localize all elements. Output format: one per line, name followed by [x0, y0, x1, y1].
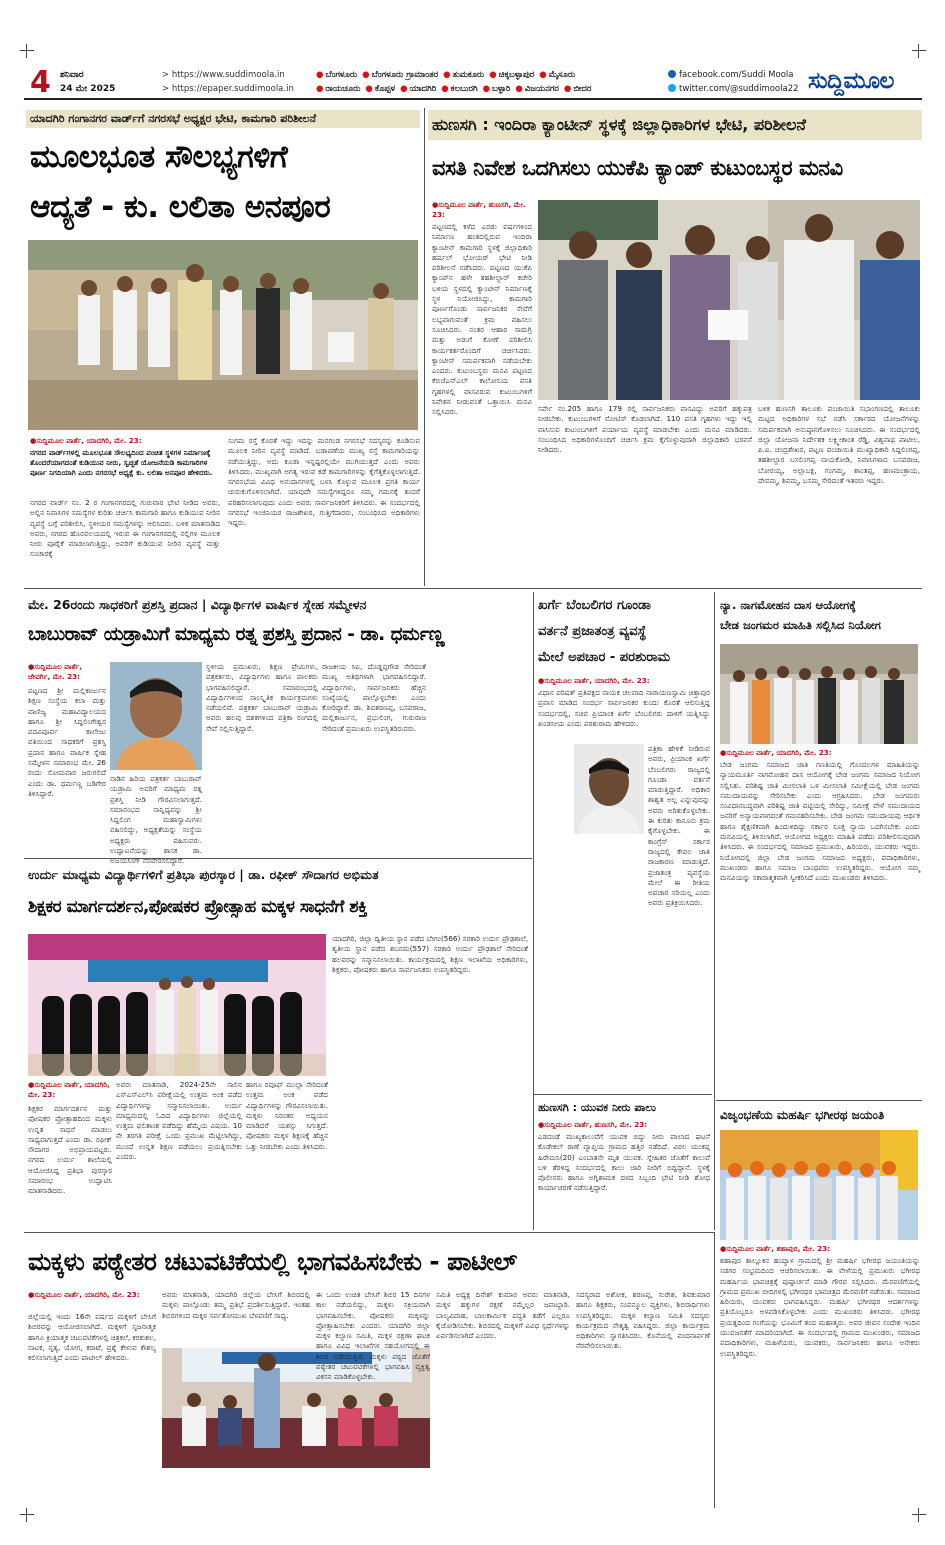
story2-headline: ವಸತಿ ನಿವೇಶ ಒದಗಿಸಲು ಯುಕೆಪಿ ಕ್ಯಾಂಪ್ ಕುಟುಂಬಸ್ಥರ ಮನವಿ — [432, 156, 843, 180]
crop-mark-top-left — [20, 44, 34, 58]
story1-lead: ನಗರದ ವಾರ್ಡ್‌ಗಳಲ್ಲಿ ಮೂಲಭೂತ ಸೌಲಭ್ಯದಿಂದ ವಂಚಿತ ಸ್ಥಳಗಳ ನಿರ್ಮಾಣಕ್ಕೆ ತೊಂದರೆಯಾಗದಂತೆ ಕುಡಿಯುವ ನೀರು, ಸ್ವಚ್ಛತೆ ಯೋಜನೆಯಡಿ ಕಾಮಗಾರಿಗಳ ಪೂರ್ಣ ನಿಗದಿಯಾಗಿ ಎಂದು ನಗರಸಭೆ ಅಧ್ಯಕ್ಷೆ ಕು. ಲಲಿತಾ ಅನಪೂರ ಹೇಳಿದರು. — [30, 448, 213, 477]
story2-kicker: ಹುಣಸಗಿ : ಇಂದಿರಾ ಕ್ಯಾಂಟೀನ್ ಸ್ಥಳಕ್ಕೆ ಜಿಲ್ಲಾಧಿಕಾರಿಗಳ ಭೇಟಿ, ಪರಿಶೀಲನೆ — [432, 115, 806, 134]
story1-body-col2: ಸುಗಮ ರಸ್ತೆ ಕೊರತೆ ಇದ್ದು ಇದನ್ನು ಮನಗಂಡ ನಗರಸಭೆ ಸದಸ್ಯರನ್ನು ಕೂಡಿಸುವ ಮೂಲಕ ನೀರಿನ ವ್ಯವಸ್ಥೆ ಮಾಡಿದೆ. ಬಡಾವಣೆಯ ಮುಖ್ಯ ರಸ್ತೆ ಕಾಮಗಾರಿಯನ್ನು ನಡೆಯುತ್ತಿದ್ದು, ಅದು ಕೂಡಾ ಇನ್ನಷ್ಟರಲ್ಲಿಯೇ ಮುಗಿಯುತ್ತದೆ ಎಂದು ಅವರು ತಿಳಿಸಿದರು. ಮುಖ್ಯವಾಗಿ ಅಗತ್ಯ ಇರುವ ಕಡೆ ಕಾಮಗಾರಿಗಳನ್ನು ಕೈಗೆತ್ತಿಕೊಳ್ಳಲಾಗುತ್ತಿದೆ. ನಗರಸಭೆಯ ವಿವಿಧ ಅನುದಾನಗಳಲ್ಲಿ ಬಳಸಿ ಕೊಳ್ಳುವ ಮೂಲಕ ಪ್ರಗತಿ ಕಾರ್ಯ ಚುರುಕುಗೊಳಿಸಲಾಗಿದೆ. ಯಾವುದೇ ಸಮಸ್ಯೆಗಳಿದ್ದರೂ ನಮ್ಮ ಗಮನಕ್ಕೆ ತಂದರೆ ಪರಿಹರಿಸಲಾಗುವುದು ಎಂದು ಅವರು ಸಾರ್ವಜನಿಕರಿಗೆ ತಿಳಿಸಿದರು. ಈ ಸಂದರ್ಭದಲ್ಲಿ ನಗರಸಭೆ ಇಂಜಿನಿಯರ ರಾಜಶೇಖರ, ಗುತ್ತಿಗೆದಾರರು, ಸಂಬಂಧಿಸಿದ ಅಧಿಕಾರಿಗಳು ಇದ್ದರು. — [228, 436, 420, 528]
story9-body-col4: ಸಮಿತಿ ಅಧ್ಯಕ್ಷ ದಿನೇಶ್ ಕುಮಾರ ಅವರು ಮಾತನಾಡಿ, ಮಕ್ಕಳ ಹಕ್ಕುಗಳ ರಕ್ಷಣೆ ನಮ್ಮೆಲ್ಲರ ಜವಾಬ್ದಾರಿ. ಬಾಲ್ಯವಿವಾಹ, ಬಾಲಕಾರ್ಮಿಕ ಪದ್ಧತಿ ತಡೆಗೆ ಎಲ್ಲರೂ ಕೈಜೋಡಿಸಬೇಕು. ಶಿಬಿರದಲ್ಲಿ ಮಕ್ಕಳಿಗೆ ವಿವಿಧ ಸ್ಪರ್ಧೆಗಳನ್ನು ಏರ್ಪಡಿಸಲಾಗಿದೆ ಎಂದರು. — [436, 1290, 570, 1341]
crop-mark-top-right — [912, 44, 926, 58]
story6-kicker: ಉರ್ದು ಮಾಧ್ಯಮ ವಿದ್ಯಾರ್ಥಿಗಳಿಗೆ ಪ್ರತಿಭಾ ಪುರಸ್ಕಾರ | ಡಾ. ರಫೀಕ್ ಸೌದಾಗರ ಅಭಿಮತ — [28, 867, 379, 882]
divider — [424, 108, 425, 586]
story5-photo — [720, 644, 918, 744]
facebook-icon — [668, 70, 676, 78]
story2-photo — [538, 200, 920, 400]
website-link[interactable]: > https://www.suddimoola.in — [162, 70, 285, 80]
story9-headline: ಮಕ್ಕಳು ಪಠ್ಯೇತರ ಚಟುವಟಿಕೆಯಲ್ಲಿ ಭಾಗವಹಿಸಬೇಕು - ಪಾಟೀಲ್ — [28, 1247, 517, 1276]
divider — [24, 588, 922, 589]
city-line-1: ● ಬೆಂಗಳೂರು ● ಬೆಂಗಳೂರು ಗ್ರಾಮಾಂತರ ● ತುಮಕೂರು ● ಚಿಕ್ಕಬಳ್ಳಾಪುರ ● ಮೈಸೂರು — [316, 70, 576, 80]
city-editions — [314, 68, 591, 96]
crop-mark-bottom-left — [20, 1508, 34, 1522]
divider — [716, 1100, 922, 1101]
story3-body-col1: ಪಟ್ಟಣದ ಶ್ರೀ ಮಲ್ಲಿಕಾರ್ಜುನ ಶಿಕ್ಷಣ ಸಂಸ್ಥೆಯ ಕಲಾ ಮತ್ತು ವಾಣಿಜ್ಯ ಮಹಾವಿದ್ಯಾಲಯದ ಹಾಗೂ ಶ್ರೀ ಸಿದ್ದಲಿಂಗೇಶ್ವರ ಪದವಿಪೂರ್ವ ಕಾಲೇಜು ವತಿಯಿಂದ ಸಾಧಕರಿಗೆ ಪ್ರಶಸ್ತಿ ಪ್ರದಾನ ಹಾಗೂ ವಾರ್ಷಿಕ ಸ್ನೇಹ ಸಮ್ಮೇಳನ ಸಮಾರಂಭ ಮೇ. 26 ರಂದು ಸೋಮವಾರ ಜರುಗಲಿದೆ ಎಂದು ಡಾ. ಧರ್ಮಣ್ಣ ಬಡಿಗೇರ ತಿಳಿಸಿದ್ದಾರೆ. — [28, 686, 106, 798]
story1-body-col1: ನಗರದ ವಾರ್ಡ್ ನಂ. 2 ರ ಗಂಗಾನಗರದಲ್ಲಿ ಗುರುವಾರ ಭೇಟಿ ನೀಡಿದ ಅವರು, ಅಲ್ಲಿನ ನಿವಾಸಿಗಳ ಸಮಸ್ಯೆಗಳ ಕುರಿತು ಚರ್ಚಿಸಿ ಕಾಮಗಾರಿ ಹಾಗೂ ಕುಡಿಯುವ ನೀರಿನ ವ್ಯವಸ್ಥೆ ಬಗ್ಗೆ ಪರಿಶೀಲಿಸಿ, ಸ್ಥಳೀಯರ ಸಮಸ್ಯೆಗಳನ್ನು ಆಲಿಸಿದರು. ಬಳಿಕ ಮಾತನಾಡಿದ ಅವರು, ನಗರದ ಹೊರವಲಯದಲ್ಲಿ ಇರುವ ಈ ಗಂಗಾನಗರದಲ್ಲಿ ನಲ್ಲಿಗಳ ಮೂಲಕ ನೀರು ಪೂರೈಕೆ ಮಾಡಲಾಗುತ್ತಿದ್ದು, ಅವರಿಗೆ ಕುಡಿಯುವ ನೀರಿನ ವ್ಯವಸ್ಥೆ ಮತ್ತು ಸಂಚಾರಕ್ಕೆ — [30, 498, 220, 559]
story6-dateline: ●ಸುದ್ದಿಮೂಲ ವಾರ್ತೆ, ಯಾದಗಿರಿ, ಮೇ. 23: — [28, 1080, 110, 1099]
story5-body: ಬೇಡ ಜಂಗಮ ಸಮಾಜದ ಜಾತಿ ಗಣತಿಯಲ್ಲಿ ಗೊಂದಲಗಳ ಮಾಹಿತಿಯನ್ನು ನ್ಯಾಯಮೂರ್ತಿ ನಾಗಮೋಹನ ದಾಸ ಆಯೋಗಕ್ಕೆ ಬೇಡ ಜಂಗಮ ಸಮಾಜದ ನಿಯೋಗ ಸಲ್ಲಿಸಿತು. ಪರಿಶಿಷ್ಟ ಜಾತಿ ಮೀಸಲಾತಿ ಒಳ ಮೀಸಲಾತಿ ಸಮೀಕ್ಷೆಯಲ್ಲಿ ಬೇಡ ಜಂಗಮ ಸಮುದಾಯವನ್ನು ಸೇರಿಸಬೇಕು ಎಂದು ಆಗ್ರಹಿಸಿದರು. ಬೇಡ ಜಂಗಮರು ಸಂವಿಧಾನಬದ್ಧವಾಗಿ ಪರಿಶಿಷ್ಟ ಜಾತಿ ಪಟ್ಟಿಯಲ್ಲಿ ಸೇರಿದ್ದು, ಸಮೀಕ್ಷೆ ವೇಳೆ ಸಮುದಾಯದ ಜನರಿಗೆ ಅನ್ಯಾಯವಾಗದಂತೆ ಗಮನಹರಿಸಬೇಕು. ಬೇಡ ಜಂಗಮ ಸಮುದಾಯವು ಆರ್ಥಿಕ ಹಾಗೂ ಶೈಕ್ಷಣಿಕವಾಗಿ ಹಿಂದುಳಿದಿದ್ದು ಸರ್ಕಾರ ಸೂಕ್ತ ನ್ಯಾಯ ಒದಗಿಸಬೇಕು ಎಂದು ಮನವಿಯಲ್ಲಿ ತಿಳಿಸಲಾಗಿದೆ. ಆಯೋಗದ ಅಧ್ಯಕ್ಷರು ಮಾಹಿತಿ ಪಡೆದು ಪರಿಶೀಲಿಸುವುದಾಗಿ ತಿಳಿಸಿದರು. ಈ ಸಂದರ್ಭದಲ್ಲಿ ಸಮಾಜದ ಪ್ರಮುಖರು, ಹಿರಿಯರು, ಯುವಕರು ಇದ್ದರು. ನಿಯೋಗದಲ್ಲಿ ಜಿಲ್ಲಾ ಬೇಡ ಜಂಗಮ ಸಮಾಜದ ಅಧ್ಯಕ್ಷರು, ಪದಾಧಿಕಾರಿಗಳು, ಮುಖಂಡರು ಹಾಗೂ ಸಮಾಜ ಬಾಂಧವರು ಉಪಸ್ಥಿತರಿದ್ದರು. ಆಯೋಗ ನಮ್ಮ ಮನವಿಯನ್ನು ಸಕಾರಾತ್ಮಕವಾಗಿ ಸ್ವೀಕರಿಸಿದೆ ಎಂದು ಮುಖಂಡರು ತಿಳಿಸಿದರು. — [720, 760, 920, 883]
story9-dateline: ●ಸುದ್ದಿಮೂಲ ವಾರ್ತೆ, ಯಾದಗಿರಿ, ಮೇ. 23: — [28, 1290, 140, 1299]
story1-headline-1: ಮೂಲಭೂತ ಸೌಲಭ್ಯಗಳಿಗೆ — [30, 139, 288, 175]
crop-mark-bottom-right — [912, 1508, 926, 1522]
story3-kicker: ಮೇ. 26ರಂದು ಸಾಧಕರಿಗೆ ಪ್ರಶಸ್ತಿ ಪ್ರದಾನ | ವಿದ್ಯಾರ್ಥಿಗಳ ವಾರ್ಷಿಕ ಸ್ನೇಹ ಸಮ್ಮೇಳನ — [28, 597, 367, 612]
story4-headline-2: ವರ್ತನೆ ಪ್ರಜಾತಂತ್ರ ವ್ಯವಸ್ಥೆ — [538, 624, 647, 639]
divider — [24, 858, 532, 859]
story8-photo — [720, 1130, 918, 1240]
story9-body-col2: ಅವರು ಮಾತನಾಡಿ, ಯಾದಗಿರಿ ಜಿಲ್ಲೆಯ ಬೇಸಿಗೆ ಶಿಬಿರದಲ್ಲಿ ಮಕ್ಕಳು ಪಾಲ್ಗೊಂಡು ತಮ್ಮ ಪ್ರತಿಭೆ ಪ್ರದರ್ಶಿಸುತ್ತಿದ್ದಾರೆ. ಇಂತಹ ಶಿಬಿರಗಳಿಂದ ಮಕ್ಕಳ ಸರ್ವತೋಮುಖ ಬೆಳವಣಿಗೆ ಸಾಧ್ಯ. — [162, 1290, 310, 1320]
masthead-logo: ಸುದ್ದಿಮೂಲ — [808, 68, 894, 94]
story4-dateline: ●ಸುದ್ದಿಮೂಲ ವಾರ್ತೆ, ಯಾದಗಿರಿ, ಮೇ. 23: — [538, 676, 650, 685]
facebook-link[interactable]: facebook.com/Suddi Moola — [668, 68, 799, 82]
date-label: 24 ಮೇ 2025 — [60, 84, 116, 94]
story1-kicker: ಯಾದಗಿರಿ ಗಂಗಾನಗರ ವಾರ್ಡ್‌ಗೆ ನಗರಸಭೆ ಅಧ್ಯಕ್ಷರ ಭೇಟಿ, ಕಾಮಗಾರಿ ಪರಿಶೀಲನೆ — [30, 112, 317, 125]
story7-dateline: ●ಸುದ್ದಿಮೂಲ ವಾರ್ತೆ, ಹುಣಸಗಿ, ಮೇ. 23: — [538, 1120, 648, 1129]
story6-headline: ಶಿಕ್ಷಕರ ಮಾರ್ಗದರ್ಶನ,ಪೋಷಕರ ಪ್ರೋತ್ಸಾಹ ಮಕ್ಕಳ ಸಾಧನೆಗೆ ಶಕ್ತಿ — [28, 897, 367, 917]
story6-body-col3: ಹಾಗೂ ರವೂಫ್ ಮುಲ್ಲಾ ಸೇರಿದಂತೆ ಉತ್ತಮ ಅಂಕ ಪಡೆದ ವಿದ್ಯಾರ್ಥಿಗಳನ್ನು ಗೌರವಿಸಲಾಯಿತು. ಮಕ್ಕಳು ನಿರಂತರ ಅಧ್ಯಯನ ಮಾಡಿದರೆ ಯಶಸ್ಸು ಸಿಗುತ್ತದೆ. ಪೋಷಕರು ಮಕ್ಕಳ ಶಿಕ್ಷಣಕ್ಕೆ ಹೆಚ್ಚಿನ ಒತ್ತು ನೀಡಬೇಕು ಎಂದು ತಿಳಿಸಿದರು. — [246, 1080, 328, 1151]
story9-body-col3: ಈ ಒಂದು ಉಚಿತ ಬೇಸಿಗೆ ಶಿಬಿರ 15 ದಿನಗಳ ಕಾಲ ನಡೆಯಲಿದ್ದು, ಮಕ್ಕಳು ಸಕ್ರಿಯವಾಗಿ ಭಾಗವಹಿಸಬೇಕು. ಪೋಷಕರು ಮಕ್ಕಳನ್ನು ಪ್ರೋತ್ಸಾಹಿಸಬೇಕು ಎಂದರು. ಯಾದಗಿರಿ ಜಿಲ್ಲಾ ಮಕ್ಕಳ ಕಲ್ಯಾಣ ಸಮಿತಿ, ಮಕ್ಕಳ ರಕ್ಷಣಾ ಘಟಕ ಹಾಗೂ ವಿವಿಧ ಇಲಾಖೆಗಳ ಸಹಯೋಗದಲ್ಲಿ ಈ ಶಿಬಿರ ನಡೆಯುತ್ತಿದೆ. ಮಕ್ಕಳು ಪಠ್ಯದ ಜೊತೆಗೆ ಪಠ್ಯೇತರ ಚಟುವಟಿಕೆಗಳಲ್ಲಿ ಭಾಗವಹಿಸಿ ವ್ಯಕ್ತಿತ್ವ ವಿಕಸನ ಮಾಡಿಕೊಳ್ಳಬೇಕು. — [316, 1290, 430, 1382]
story9-body-col5: ಸದಸ್ಯರಾದ ಅಶೋಕ, ಶರಣಪ್ಪ, ಸುರೇಶ, ಶಿವಕುಮಾರ ಹಾಗೂ ಶಿಕ್ಷಕರು, ಸಂಪನ್ಮೂಲ ವ್ಯಕ್ತಿಗಳು, ಶಿಬಿರಾರ್ಥಿಗಳು ಉಪಸ್ಥಿತರಿದ್ದರು. ಮಕ್ಕಳ ಕಲ್ಯಾಣ ಸಮಿತಿ ಸದಸ್ಯರು ಕಾರ್ಯಕ್ರಮದ ನೇತೃತ್ವ ವಹಿಸಿದ್ದರು. ಜಿಲ್ಲಾ ಕಾರ್ಯಕ್ರಮ ಅಧಿಕಾರಿಗಳು ಸ್ವಾಗತಿಸಿದರು. ಕೊನೆಯಲ್ಲಿ ವಂದನಾರ್ಪಣೆ ನೆರವೇರಿಸಲಾಯಿತು. — [576, 1290, 710, 1351]
twitter-link[interactable]: twitter.com/@suddimoola22 — [668, 82, 799, 96]
story5-headline: ಬೇಡ ಜಂಗಮರ ಮಾಹಿತಿ ಸಲ್ಲಿಸಿದ ನಿಯೋಗ — [720, 618, 881, 632]
story3-portrait — [110, 662, 202, 770]
story4-headline-3: ಮೇಲೆ ಅಪಚಾರ - ಪರಶುರಾಮ — [538, 650, 671, 665]
story6-body-col1: ಶಿಕ್ಷಕರ ಮಾರ್ಗದರ್ಶನ ಮತ್ತು ಪೋಷಕರ ಪ್ರೋತ್ಸಾಹದಿಂದ ಮಕ್ಕಳು ಉನ್ನತ ಸಾಧನೆ ಮಾಡಲು ಸಾಧ್ಯವಾಗುತ್ತದೆ ಎಂದು ಡಾ. ರಫೀಕ್ ಸೌದಾಗರ ಅಭಿಪ್ರಾಯಪಟ್ಟರು. ನಗರದ ಉರ್ದು ಶಾಲೆಯಲ್ಲಿ ಆಯೋಜಿಸಿದ್ದ ಪ್ರತಿಭಾ ಪುರಸ್ಕಾರ ಸಮಾರಂಭ ಉದ್ಘಾಟಿಸಿ ಮಾತನಾಡಿದರು. — [28, 1104, 112, 1196]
story9-body-col1: ಜಿಲ್ಲೆಯಲ್ಲಿ ಇಂದು 16ನೇ ವರ್ಷದ ಮಕ್ಕಳಿಗೆ ಬೇಸಿಗೆ ಶಿಬಿರವನ್ನು ಆಯೋಜಿಸಲಾಗಿದೆ. ಮಕ್ಕಳಿಗೆ ಸೃಜನಾತ್ಮಕ ಹಾಗೂ ಕ್ರಿಯಾತ್ಮಕ ಚಟುವಟಿಕೆಗಳಲ್ಲಿ ಚಿತ್ರಕಲೆ, ಕರಕುಶಲ, ನಾಟಕ, ನೃತ್ಯ, ಯೋಗ, ಕರಾಟೆ, ಪ್ರಶ್ನೆ ಕೇಳುವ ಕೌಶಲ್ಯ ಕಲಿಸಲಾಗುತ್ತಿದೆ ಎಂದು ಪಾಟೀಲ್ ಹೇಳಿದರು. — [28, 1312, 156, 1363]
divider — [534, 1094, 712, 1095]
city-line-2: ● ರಾಯಚೂರು ● ಕೊಪ್ಪಳ ● ಯಾದಗಿರಿ ● ಕಲಬುರಗಿ ● ಬಳ್ಳಾರಿ ● ವಿಜಯನಗರ ● ಬೀದರ — [316, 84, 592, 94]
divider — [714, 1232, 715, 1508]
story2-body-col2: ಸರ್ವೇ ನಂ.205 ಹಾಗೂ 179 ರಲ್ಲಿ ಸಾರ್ವಜನಿಕರು ವಾಸವಿದ್ದು ಅವರಿಗೆ ಹಕ್ಕುಪತ್ರ ನೀಡಬೇಕು. ಕುಟುಂಬಗಳಿಗೆ ನೋಟಿಸ್ ಕೊಡಲಾಗಿದೆ. 110 ವಸತಿ ಗೃಹಗಳು ಇದ್ದು ಇಲ್ಲಿ ವಾಸಿಸುವ ಕುಟುಂಬಗಳಿಗೆ ಪರ್ಯಾಯ ವ್ಯವಸ್ಥೆ ಮಾಡಬೇಕು ಎಂದು ಮನವಿ ಮಾಡಿದರು. ಸಂಬಂಧಿಸಿದ ಅಧಿಕಾರಿಗಳೊಂದಿಗೆ ಚರ್ಚಿಸಿ ಕ್ರಮ ಕೈಗೊಳ್ಳುವುದಾಗಿ ಜಿಲ್ಲಾಧಿಕಾರಿ ಭರವಸೆ ನೀಡಿದರು. — [538, 404, 752, 455]
story3-dateline: ●ಸುದ್ದಿಮೂಲ ವಾರ್ತೆ, ಜೇವರ್ಗಿ, ಮೇ. 23: — [28, 662, 82, 681]
divider — [714, 592, 715, 1230]
story8-body: ಶಹಾಪುರ ತಾಲ್ಲೂಕಿನ ಹಯ್ಯಾಳ ಗ್ರಾಮದಲ್ಲಿ ಶ್ರೀ ಮಹರ್ಷಿ ಭಗೀರಥ ಜಯಂತಿಯನ್ನು ಸಡಗರ ಸಂಭ್ರಮದಿಂದ ಆಚರಿಸಲಾಯಿತು. ಈ ವೇಳೆಯಲ್ಲಿ ಪ್ರಮುಖರು ಭಗೀರಥ ಮಹರ್ಷಿಯ ಭಾವಚಿತ್ರಕ್ಕೆ ಪುಷ್ಪಾರ್ಚನೆ ಮಾಡಿ ಗೌರವ ಸಲ್ಲಿಸಿದರು. ಮೆರವಣಿಗೆಯಲ್ಲಿ ಗ್ರಾಮದ ಪ್ರಮುಖ ಬೀದಿಗಳಲ್ಲಿ ಭಗೀರಥರ ಭಾವಚಿತ್ರದ ಮೆರವಣಿಗೆ ನಡೆಯಿತು. ಸಮಾಜದ ಹಿರಿಯರು, ಯುವಕರು ಭಾಗವಹಿಸಿದ್ದರು. ಮಹರ್ಷಿ ಭಗೀರಥರ ಆದರ್ಶಗಳನ್ನು ಪ್ರತಿಯೊಬ್ಬರೂ ಅಳವಡಿಸಿಕೊಳ್ಳಬೇಕು ಎಂದು ಮುಖಂಡರು ತಿಳಿಸಿದರು. ಭಗೀರಥ ಪ್ರಯತ್ನದಿಂದ ಗಂಗೆಯನ್ನು ಭೂಮಿಗೆ ತಂದ ಮಹಾತ್ಮರು. ಅವರ ಜೀವನ ಸಂದೇಶ ಇಂದಿನ ಯುವಜನತೆಗೆ ಮಾದರಿಯಾಗಿದೆ. ಈ ಸಂದರ್ಭದಲ್ಲಿ ಗ್ರಾಮದ ಮುಖಂಡರು, ಸಮಾಜದ ಪದಾಧಿಕಾರಿಗಳು, ಮಹಿಳೆಯರು, ಯುವಕರು, ಸಾರ್ವಜನಿಕರು ಹಾಗೂ ಅನೇಕರು ಉಪಸ್ಥಿತರಿದ್ದರು. — [720, 1256, 920, 1358]
website-links — [162, 68, 294, 96]
twitter-icon — [668, 84, 676, 92]
story6-body-col4: ಯಾದಗಿರಿ, ಜಿಲ್ಲಾ ದ್ವಿತೀಯ ಸ್ಥಾನ ಪಡೆದ ಬೇಗಂ(566) ಸರಕಾರಿ ಉರ್ದು ಪ್ರೌಢಶಾಲೆ, ತೃತೀಯ ಸ್ಥಾನ ಪಡೆದ ಶಬನಮ(557) ಸರಕಾರಿ ಉರ್ದು ಪ್ರೌಢಶಾಲೆ ಸೇರಿದಂತೆ ಹಲವರನ್ನು ಸನ್ಮಾನಿಸಲಾಯಿತು. ಕಾರ್ಯಕ್ರಮದಲ್ಲಿ ಶಿಕ್ಷಣ ಇಲಾಖೆಯ ಅಧಿಕಾರಿಗಳು, ಶಿಕ್ಷಕರು, ಪೋಷಕರು ಹಾಗೂ ಸಾರ್ವಜನಿಕರು ಉಪಸ್ಥಿತರಿದ್ದರು. — [332, 934, 528, 974]
story5-dateline: ●ಸುದ್ದಿಮೂಲ ವಾರ್ತೆ, ಯಾದಗಿರಿ, ಮೇ. 23: — [720, 748, 832, 757]
page-header — [24, 66, 922, 100]
social-links — [668, 68, 799, 96]
story5-kicker: ನ್ಯಾ. ನಾಗಮೋಹನ ದಾಸ ಆಯೋಗಕ್ಕೆ — [720, 598, 856, 612]
epaper-link[interactable]: > https://epaper.suddimoola.in — [162, 84, 294, 94]
story7-body: ಎಡದಂಡೆ ಮುಖ್ಯಕಾಲುವೆಗೆ ಯುವಕ ಬಿದ್ದು ನೀರು ಪಾಲಾದ ಘಟನೆ ಕೊಡೇಕಲ್ ಠಾಣೆ ವ್ಯಾಪ್ತಿಯ ಗ್ರಾಮದ ಹತ್ತಿರ ನಡೆದಿದೆ. ವಿಠಲ ಯಂಕಪ್ಪ ಹಿರೇಮನಿ(20) ಎಂಬಾತನೇ ಮೃತ ಯುವಕ. ಸ್ನೇಹಿತರ ಜೊತೆಗೆ ಕಾಲುವೆ ಬಳಿ ತೆರಳಿದ್ದ ಸಂದರ್ಭದಲ್ಲಿ ಕಾಲು ಜಾರಿ ನೀರಿಗೆ ಬಿದ್ದಿದ್ದಾನೆ. ಸ್ಥಳಕ್ಕೆ ಪೊಲೀಸರು ಹಾಗೂ ಅಗ್ನಿಶಾಮಕ ದಳದ ಸಿಬ್ಬಂದಿ ಭೇಟಿ ನೀಡಿ ಶೋಧ ಕಾರ್ಯಾಚರಣೆ ನಡೆಸುತ್ತಿದ್ದಾರೆ. — [538, 1132, 710, 1193]
story7-kicker: ಹುಣಸಗಿ : ಯುವಕ ನೀರು ಪಾಲು — [538, 1101, 656, 1114]
day-label: ಶನಿವಾರ — [60, 70, 84, 80]
divider — [533, 592, 534, 1230]
story2-dateline: ●ಸುದ್ದಿಮೂಲ ವಾರ್ತೆ, ಹುಣಸಗಿ, ಮೇ. 23: — [432, 200, 526, 219]
story2-body-col3: ಬಳಿಕ ಹುಣಸಗಿ ತಾಲೂಕು ಪಂಚಾಯಿತಿ ಸಭಾಂಗಣದಲ್ಲಿ ತಾಲೂಕು ಮಟ್ಟದ ಅಧಿಕಾರಿಗಳ ಸಭೆ ನಡೆಸಿ ಸರ್ಕಾರದ ಯೋಜನೆಗಳನ್ನು ಸಮರ್ಪಕವಾಗಿ ಅನುಷ್ಠಾನಗೊಳಿಸಲು ಸೂಚಿಸಿದರು. ಈ ಸಂದರ್ಭದಲ್ಲಿ ಜಿಲ್ಲಾ ಯೋಜನಾ ನಿರ್ದೇಶಕ ಲಕ್ಷ್ಮೀಕಾಂತ ರೆಡ್ಡಿ, ವಿಶ್ವನಾಥ ಪಾಟೀಲ, ಪಿ.ಐ. ಚಂದ್ರಶೇಖರ, ಪಟ್ಟಣ ಪಂಚಾಯಿತಿ ಮುಖ್ಯಾಧಿಕಾರಿ ಸಿದ್ದಲಿಂಗಪ್ಪ, ತಹಶೀಲ್ದಾರ ಬಸಲಿಂಗಪ್ಪ ನಾಯಕೋಡಿ, ನಿವಾಸಿಗಳಾದ ಬಸವರಾಜ, ಬೋರಯ್ಯ, ಅಲ್ಲಾಬಕ್ಷ, ಗಂಗಮ್ಮ, ಶಾಂತಪ್ಪ, ಹಣಮಂತ್ರಾಯ, ದೇವಮ್ಮ, ಶಿವಮ್ಮ, ಬಸಮ್ಮ ಸೇರಿದಂತೆ ಇತರರು ಇದ್ದರು. — [758, 404, 920, 486]
story4-body-col1: ವಿಧಾನ ಪರಿಷತ್ ಪ್ರತಿಪಕ್ಷದ ನಾಯಕ ಚಲವಾದಿ ನಾರಾಯಣಸ್ವಾಮಿ ಚಿತ್ತಾಪುರ ಪ್ರವಾಸ ಮಾಡಿದ ಸಂದರ್ಭ ಸಾರ್ವಜನಿಕರ ಕುಂದು ಕೊರತೆ ಆಲಿಸುತ್ತಿದ್ದ ಸಂದರ್ಭದಲ್ಲಿ, ಸಚಿವ ಪ್ರಿಯಾಂಕ ಖರ್ಗೆ ಬೆಂಬಲಿಗರು ದಾಳಿಗೆ ಯತ್ನಿಸಿದ್ದು ಖಂಡನೀಯ ಎಂದು ಪರಶುರಾಮ ಹೇಳಿದರು. — [538, 688, 710, 728]
story3-body-col3: ಸ್ಥಳೀಯ ಪ್ರಮುಖರು, ಶಿಕ್ಷಣ ಪ್ರೇಮಿಗಳು, ಪತ್ರಕರ್ತರು, ವಿದ್ಯಾರ್ಥಿಗಳು ಹಾಗೂ ಪಾಲಕರು ಭಾಗವಹಿಸಲಿದ್ದಾರೆ. ಸಮಾರಂಭದಲ್ಲಿ ವಿದ್ಯಾರ್ಥಿಗಳಿಂದ ಸಾಂಸ್ಕೃತಿಕ ಕಾರ್ಯಕ್ರಮಗಳು ನಡೆಯಲಿವೆ. ಪತ್ರಕರ್ತ ಬಾಬುರಾವ್ ಯಡ್ರಾಮಿ ಅವರು ಹಲವು ದಶಕಗಳಿಂದ ಪತ್ರಿಕಾ ರಂಗದಲ್ಲಿ ಸೇವೆ ಸಲ್ಲಿಸುತ್ತಿದ್ದಾರೆ. — [206, 662, 318, 733]
date-block — [60, 68, 115, 96]
story1-photo — [28, 240, 418, 430]
story8-headline: ವಿಜೃಂಭಣೆಯ ಮಹರ್ಷಿ ಭಗೀರಥ ಜಯಂತಿ — [720, 1108, 885, 1122]
story4-portrait — [574, 744, 644, 834]
story3-body-col2: ನಾಡಿನ ಹಿರಿಯ ಪತ್ರಕರ್ತ ಬಾಬುರಾವ್ ಯಡ್ರಾಮಿ ಅವರಿಗೆ ಮಾಧ್ಯಮ ರತ್ನ ಪ್ರಶಸ್ತಿ ನೀಡಿ ಗೌರವಿಸಲಾಗುತ್ತದೆ. ಸಮಾರಂಭದ ಸಾನ್ನಿಧ್ಯವನ್ನು ಶ್ರೀ ಸಿದ್ದಲಿಂಗ ಮಹಾಸ್ವಾಮಿಗಳು ವಹಿಸಲಿದ್ದು, ಅಧ್ಯಕ್ಷತೆಯನ್ನು ಸಂಸ್ಥೆಯ ಅಧ್ಯಕ್ಷರು ವಹಿಸುವರು. ಉದ್ಘಾಟನೆಯನ್ನು ಶಾಸಕ ಡಾ. ಅಜಯಸಿಂಗ್ ನೆರವೇರಿಸಲಿದ್ದಾರೆ. — [110, 774, 202, 866]
story9-body-col3b — [162, 1470, 430, 1504]
story3-body-col4: ರಾಜಕೀಯ ಸಿಐ, ದೊಡ್ಡಪ್ಪಗೌಡ ಸೇರಿದಂತೆ ಮುಖ್ಯ ಅತಿಥಿಗಳಾಗಿ ಭಾಗವಹಿಸಲಿದ್ದಾರೆ. ವಿದ್ಯಾರ್ಥಿಗಳು, ಸಾರ್ವಜನಿಕರು ಹೆಚ್ಚಿನ ಸಂಖ್ಯೆಯಲ್ಲಿ ಪಾಲ್ಗೊಳ್ಳಬೇಕು ಎಂದು ಕೋರಿದ್ದಾರೆ. ಡಾ. ಶಿವಶರಣಪ್ಪ, ಬಸವರಾಜ, ಮಲ್ಲಿಕಾರ್ಜುನ, ಪ್ರಭುಲಿಂಗ, ಗುರುರಾಜ ಸೇರಿದಂತೆ ಪ್ರಮುಖರು ಉಪಸ್ಥಿತರಿರುವರು. — [322, 662, 426, 733]
story4-body-col2: ಪತ್ರಿಕಾ ಹೇಳಿಕೆ ನೀಡಿರುವ ಅವರು, ಪ್ರಿಯಾಂಕ ಖರ್ಗೆ ಬೆಂಬಲಿಗರು ರಾಜ್ಯದಲ್ಲಿ ಗೂಂಡಾ ವರ್ತನೆ ಮಾಡುತ್ತಿದ್ದಾರೆ. ಅಧಿಕಾರ ಶಾಶ್ವತ ಅಲ್ಲ ಎನ್ನುವುದನ್ನು ಅವರು ಅರಿತುಕೊಳ್ಳಬೇಕು. ಈ ಕುರಿತು ಕಾನೂನು ಕ್ರಮ ಕೈಗೊಳ್ಳಬೇಕು. ಈ ಕಾಂಗ್ರೆಸ್ ಸರ್ಕಾರ ರಾಜ್ಯದಲ್ಲಿ ಕೇವಲ ಜಾತಿ ರಾಜಕಾರಣ ಮಾಡುತ್ತಿದೆ. ಪ್ರಜಾತಂತ್ರ ವ್ಯವಸ್ಥೆಯ ಮೇಲೆ ಈ ರೀತಿಯ ಅಪಚಾರ ಸರಿಯಲ್ಲ ಎಂದು ಅವರು ಪ್ರತಿಕ್ರಿಯಿಸಿದರು. — [648, 744, 710, 908]
divider — [24, 1232, 714, 1233]
story6-photo — [28, 934, 326, 1076]
page-number: 4 — [30, 65, 51, 100]
story1-dateline: ●ಸುದ್ದಿಮೂಲ ವಾರ್ತೆ, ಯಾದಗಿರಿ, ಮೇ. 23: — [30, 436, 142, 445]
story1-headline-2: ಆದ್ಯತೆ - ಕು. ಲಲಿತಾ ಅನಪೂರ — [30, 189, 331, 225]
story2-body-col1: ಪಟ್ಟಣದಲ್ಲಿ ಕಳೆದ ಎರಡು ವರ್ಷಗಳಿಂದ ನಿರ್ಮಾಣ ಹಂತದಲ್ಲಿರುವ ಇಂದಿರಾ ಕ್ಯಾಂಟೀನ್ ಕಾಮಗಾರಿ ಸ್ಥಳಕ್ಕೆ ಜಿಲ್ಲಾಧಿಕಾರಿ ಹರ್ಷಲ್ ಭೋಯರ್ ಭೇಟಿ ನೀಡಿ ಪರಿಶೀಲನೆ ನಡೆಸಿದರು. ಪಟ್ಟಣದ ಯುಕೆಪಿ ಕ್ಯಾಂಪ್‌ನ ಹಳೇ ತಹಶೀಲ್ದಾರ್ ಕಚೇರಿ ಬಳಿಯ ಸ್ಥಳದಲ್ಲಿ ಕ್ಯಾಂಟೀನ್ ನಿರ್ಮಾಣಕ್ಕೆ ಸ್ಥಳ ನಿಯೋಜಿಸಿದ್ದು, ಕಾಮಗಾರಿ ಪೂರ್ಣಗೊಂಡು ಸಾರ್ವಜನಿಕರ ಸೇವೆಗೆ ಲಭ್ಯವಾಗುವಂತೆ ಕ್ರಮ ವಹಿಸಲು ಸೂಚಿಸಿದರು. ನಂತರ ಆಹಾರ ಸಾಮಗ್ರಿ ಮತ್ತು ಅಡುಗೆ ಕೋಣೆ ಪರಿಶೀಲಿಸಿ ಕಾರ್ಯಕರ್ತರೊಂದಿಗೆ ಚರ್ಚಿಸಿದರು. ಕ್ಯಾಂಟೀನ್ ಸಮರ್ಪಕವಾಗಿ ನಡೆಯಬೇಕು ಎಂದರು. ಕುಟುಂಬಸ್ಥರು ಮನವಿ ಪಟ್ಟಣದ ಕೆಬಿಜೆಎನ್‌ಎಲ್ ಕಾಲೋನಿಯ ವಸತಿ ಗೃಹಗಳಲ್ಲಿ ವಾಸವಿರುವ ಕುಟುಂಬಗಳಿಗೆ ನಿವೇಶನ ನೀಡುವಂತೆ ಒತ್ತಾಯಿಸಿ ಮನವಿ ಸಲ್ಲಿಸಿದರು. — [432, 222, 532, 417]
story3-headline: ಬಾಬುರಾವ್ ಯಡ್ರಾಮಿಗೆ ಮಾಧ್ಯಮ ರತ್ನ ಪ್ರಶಸ್ತಿ ಪ್ರದಾನ - ಡಾ. ಧರ್ಮಣ್ಣ — [28, 624, 444, 645]
story8-dateline: ●ಸುದ್ದಿಮೂಲ ವಾರ್ತೆ, ಶಹಾಪುರ, ಮೇ. 23: — [720, 1244, 831, 1253]
story4-headline-1: ಖರ್ಗೆ ಬೆಂಬಲಿಗರ ಗೂಂಡಾ — [538, 598, 651, 613]
story6-body-col2: ಅವರು ಮಾತನಾಡಿ, 2024-25ನೇ ಸಾಲಿನ ಎಸ್ಎಸ್ಎಲ್‌ಸಿ ಪರೀಕ್ಷೆಯಲ್ಲಿ ಉತ್ತಮ ಅಂಕ ಪಡೆದ ವಿದ್ಯಾರ್ಥಿಗಳನ್ನು ಸನ್ಮಾನಿಸಲಾಯಿತು. ಉರ್ದು ಮಾಧ್ಯಮದಲ್ಲಿ ಓದಿದ ವಿದ್ಯಾರ್ಥಿಗಳು ಜಿಲ್ಲೆಯಲ್ಲಿ ಉತ್ತಮ ಫಲಿತಾಂಶ ಪಡೆದಿದ್ದು ಹೆಮ್ಮೆಯ ವಿಷಯ. 10 ನೇ ತರಗತಿ ಪರೀಕ್ಷೆ ಒಂದು ಪ್ರಮುಖ ಮೆಟ್ಟಿಲಾಗಿದ್ದು, ಮುಂದೆ ಉನ್ನತ ಶಿಕ್ಷಣ ಪಡೆಯಲು ಪ್ರಯತ್ನಿಸಬೇಕು ಎಂದರು. — [116, 1080, 242, 1162]
